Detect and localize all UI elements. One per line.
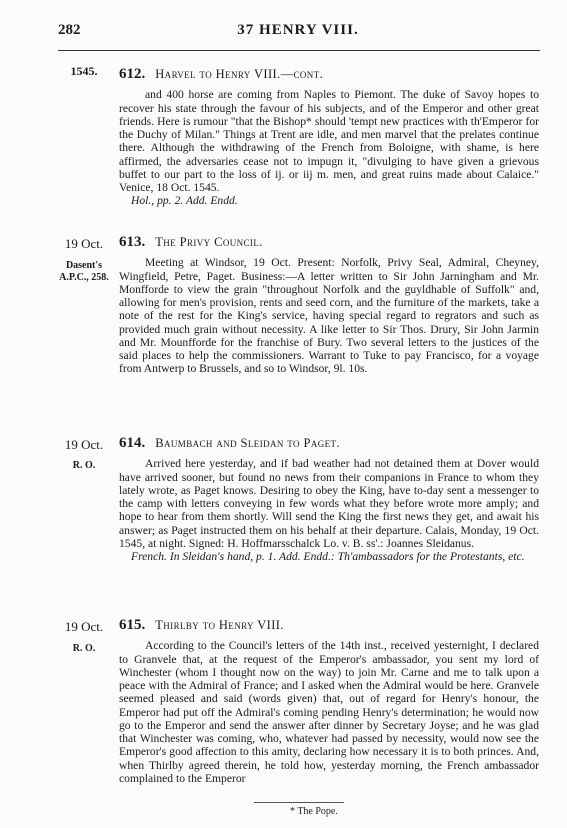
entry-note: Hol., pp. 2. Add. Endd. bbox=[131, 194, 238, 208]
running-title: 37 HENRY VIII. bbox=[237, 22, 359, 38]
running-header bbox=[58, 22, 538, 46]
margin-date: 19 Oct. bbox=[64, 236, 104, 251]
entry-heading bbox=[119, 437, 539, 450]
entry-614 bbox=[119, 437, 539, 563]
entry-note: French. In Sleidan's hand, p. 1. Add. Endd.: Th'ambassadors for the Protestants, etc. bbox=[131, 550, 525, 563]
entry-title: Thirlby to Henry VIII. bbox=[155, 618, 284, 632]
entry-title: Harvel to Henry VIII.—cont. bbox=[155, 67, 324, 81]
entry-paragraph: Meeting at Windsor, 19 Oct. Present: Norfolk, Privy Seal, Admiral, Cheyney, Wingfield, Petre, Paget. Business:—A letter written to Sir John Jarningham and Mr. Monfforde to view the grain "throughout Norfolk and the guyldhable of Suffolk" and, allowing for men's provision, rents and seed corn, and the furniture of the markets, take a note of the rest for the King's service, having special regard to regrators and such as provided much grain without necessity. A like letter to Sir Thos. Drury, Sir John Jarmin and Mr. Mounfforde for the franchise of Bury. Two several letters to the justices of the said places to help the commissioners. Warrant to Tuke to pay Francisco, for a voyage from Antwerp to Brussels, and so to Windsor, 9l. 10s. bbox=[119, 256, 539, 376]
entry-number: 614. bbox=[119, 435, 146, 451]
entry-612 bbox=[119, 68, 539, 208]
footnote: * The Pope. bbox=[290, 806, 338, 817]
entry-heading bbox=[119, 236, 539, 249]
entry-number: 612. bbox=[119, 66, 146, 82]
entry-615 bbox=[119, 619, 539, 785]
entry-heading bbox=[119, 619, 539, 632]
margin-source: R. O. bbox=[72, 643, 96, 654]
entry-paragraph: Arrived here yesterday, and if bad weather had not detained them at Dover would have arrived sooner, but found no news from their companions in France to whom they lately wrote, as Paget knows. Desiring to obey the King, have to-day sent a messenger to the camp with letters conveying in few words what they before wrote more amply; and hope to hear from them shortly. Will send the King the first news they get, and await his answer; as Paget instructed them on his behalf at their departure. Calais, Monday, 19 Oct. 1545, at night. Signed: H. Hoffmarsschalck Lo. v. B. ss'.: Joannes Sleidanus. bbox=[119, 457, 539, 550]
entry-paragraph: According to the Council's letters of the 14th inst., received yesternight, I declared to Granvele that, at the request of the Emperor's ambassador, you sent my lord of Winchester (whom I thought now on the way) to join Mr. Carne and me to talk upon a peace with the Admiral of France; and I asked when the Admiral would be here. Granvele seemed pleased and said (words given) that, out of regard for Henry's honour, the Emperor had put off the Admiral's coming pending Henry's determination; he would now go to the Emperor and send the answer after dinner by Secretary Joyse; and he was glad that Winchester was coming, who, whatever had passed by necessity, would now see the Emperor's good affection to this amity, declaring how necessary it is to both princes. And, when Thirlby agreed therein, he told how, yesterday morning, the French ambassador complained to the Emperor bbox=[119, 639, 539, 785]
margin-source: Dasent's A.P.C., 258. bbox=[59, 260, 109, 283]
page-number: 282 bbox=[58, 22, 81, 38]
header-rule bbox=[58, 50, 540, 51]
margin-date: 19 Oct. bbox=[64, 619, 104, 634]
margin-date: 19 Oct. bbox=[64, 437, 104, 452]
entry-title: Baumbach and Sleidan to Paget. bbox=[155, 436, 340, 450]
entry-number: 615. bbox=[119, 617, 146, 633]
margin-source: R. O. bbox=[72, 460, 96, 471]
entry-613 bbox=[119, 236, 539, 376]
entry-heading bbox=[119, 68, 539, 81]
entry-title: The Privy Council. bbox=[155, 235, 263, 249]
footnote-rule bbox=[254, 802, 344, 803]
margin-year: 1545. bbox=[70, 64, 98, 78]
entry-number: 613. bbox=[119, 234, 146, 250]
entry-paragraph: and 400 horse are coming from Naples to Piemont. The duke of Savoy hopes to recover his state through the favour of his subjects, and of the Emperor and other great friends. Here is rumour "that the Bishop* should 'tempt new practices with th'Emperor for the Duchy of Milan." Things at Trent are idle, and men marvel that the prelates continue there. Although the withdrawing of the French from Boloigne, with shame, is here affirmed, the adversaries cease not to impugn it, "divulging to have given a grievous buffet to our part to the loss of ij. or iij m. men, and great ruins made about Calaice." Venice, 18 Oct. 1545. bbox=[119, 88, 539, 194]
